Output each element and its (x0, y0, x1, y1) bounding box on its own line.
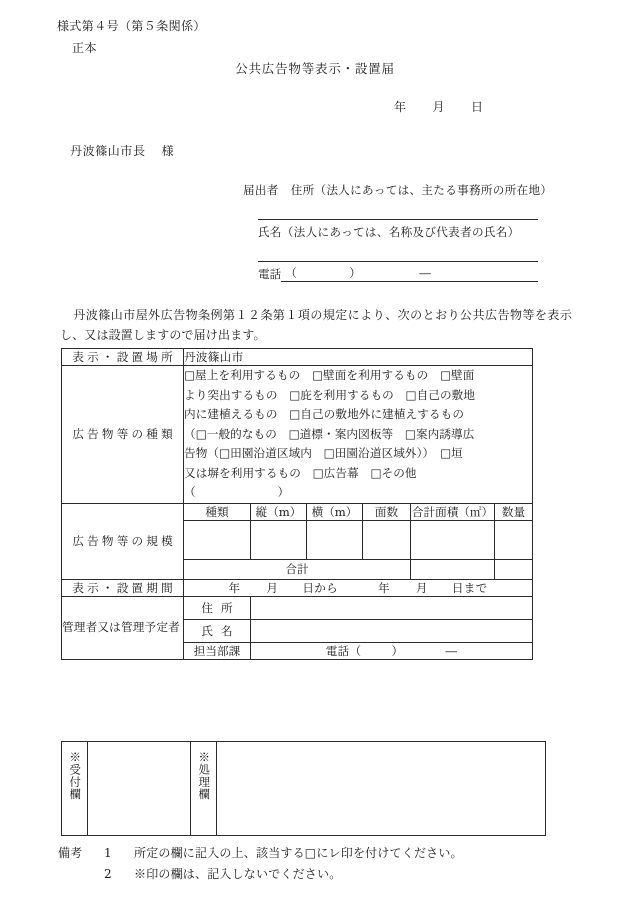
applicant-label: 届出者 (243, 183, 279, 197)
manager-tel-value[interactable] (251, 642, 533, 659)
kind-line: より突出するもの □庇を利用するもの □自己の敷地 (184, 387, 476, 402)
row-label-manager: 管理者又は管理予定者 (62, 596, 184, 659)
period-to-day: 日まで (451, 580, 488, 595)
note-number: 2 (104, 867, 112, 881)
row-label-period: 表示・設置期間 (62, 579, 184, 596)
applicant-block (243, 182, 553, 282)
manager-name-value[interactable] (251, 619, 533, 642)
body-paragraph (60, 305, 572, 345)
note-text: 所定の欄に記入の上、該当する□にレ印を付けてください。 (134, 846, 463, 860)
processing-input-cell[interactable] (217, 742, 546, 836)
date-day: 日 (471, 100, 484, 114)
kind-line: 告物（□田園沿道区域内 □田園沿道区域外）） □垣 (184, 446, 463, 460)
scale-cell-quantity[interactable] (495, 520, 533, 559)
kind-checkbox-list[interactable] (184, 366, 533, 504)
manager-address-label: 住所 (184, 596, 251, 619)
period-to-year: 年 (378, 580, 390, 595)
scale-total-label: 合計 (184, 559, 411, 579)
manager-name-label: 氏名 (184, 619, 251, 642)
processing-label-cell (191, 742, 217, 836)
applicant-name-label: 氏名（法人にあっては、名称及び代表者の氏名） (258, 225, 520, 239)
note-number: 1 (104, 846, 112, 860)
kind-line: 又は塀を利用するもの □広告幕 □その他 (184, 465, 417, 480)
applicant-address-label: 住所（法人にあっては、主たる事務所の所在地） (290, 183, 553, 197)
date-month: 月 (432, 100, 446, 114)
applicant-name-input[interactable] (258, 241, 538, 262)
table-row-place (62, 349, 533, 366)
scale-cell-type[interactable] (184, 520, 251, 559)
scale-header-faces: 面数 (363, 503, 411, 520)
table-row-kind (62, 366, 533, 504)
body-paragraph-text: 丹波篠山市屋外広告物条例第１２条第１項の規定により、次のとおり公共広告物等を表示し、又は設置しますので届け出ます。 (60, 308, 572, 342)
addressee-honorific: 様 (161, 144, 175, 158)
addressee-name: 丹波篠山市長 (70, 144, 146, 158)
tel-paren-close: ） (349, 266, 361, 280)
scale-header-type: 種類 (184, 503, 251, 520)
scale-cell-faces[interactable] (363, 520, 411, 559)
period-value-cell[interactable] (184, 579, 533, 596)
note-text: ※印の欄は、記入しないでください。 (134, 867, 342, 881)
manager-tel-paren-close: ） (391, 643, 404, 658)
date-line (394, 98, 484, 115)
receipt-processing-table (61, 741, 546, 836)
row-label-scale: 広告物等の規模 (62, 503, 184, 579)
scale-cell-height[interactable] (251, 520, 307, 559)
applicant-tel-input[interactable] (281, 264, 538, 282)
main-form-table (61, 348, 533, 660)
kind-line: 内に建植えるもの □自己の敷地外に建植えするもの (184, 407, 465, 421)
applicant-address-input[interactable] (258, 199, 538, 220)
reception-label: ※受付欄 (68, 750, 83, 801)
reception-input-cell[interactable] (88, 742, 191, 836)
scale-total-area-value[interactable] (411, 559, 495, 579)
reception-label-cell (62, 742, 88, 836)
period-from-day: 日から (302, 580, 338, 595)
kind-line: （□一般的なもの □道標・案内図板等 □案内誘導広 (184, 426, 475, 441)
tel-dash: ― (419, 266, 431, 280)
footer-notes (58, 843, 463, 885)
kind-line: （ ） (184, 485, 290, 499)
scale-total-quantity-value[interactable] (495, 559, 533, 579)
scale-header-quantity: 数量 (495, 503, 533, 520)
receipt-row (62, 742, 546, 836)
addressee (70, 142, 174, 159)
scale-cell-width[interactable] (307, 520, 363, 559)
manager-tel-label: 電話 (325, 643, 350, 658)
applicant-tel-label: 電話 (258, 267, 282, 281)
document-title: 公共広告物等表示・設置届 (235, 61, 395, 76)
kind-line: □屋上を利用するもの □壁面を利用するもの □壁面 (184, 368, 475, 382)
note-item (58, 864, 463, 885)
notes-label: 備考 (58, 846, 83, 860)
row-label-place: 表示・設置場所 (62, 349, 184, 366)
table-row-scale-header (62, 503, 533, 520)
period-to-month: 月 (415, 580, 428, 595)
period-from-month: 月 (266, 580, 279, 595)
applicant-address-row (243, 182, 553, 198)
scale-header-total-area: 合計面積（㎡） (411, 504, 494, 519)
note-item (58, 843, 463, 864)
manager-tel-dash: ― (445, 643, 458, 658)
date-year: 年 (394, 100, 407, 114)
form-number: 様式第４号（第５条関係） (57, 19, 206, 33)
manager-tel-paren-open: （ (349, 643, 362, 658)
manager-dept-label: 担当部課 (184, 642, 251, 659)
row-label-kind: 広告物等の種類 (62, 366, 184, 504)
processing-label: ※処理欄 (197, 750, 212, 801)
period-from-year: 年 (228, 580, 241, 595)
table-row-manager-address (62, 596, 533, 619)
scale-header-width: 横（m） (307, 503, 363, 520)
copy-label: 正本 (72, 41, 97, 55)
applicant-name-row (243, 224, 538, 240)
place-value-cell[interactable]: 丹波篠山市 (184, 349, 533, 366)
applicant-tel-row (243, 264, 538, 282)
table-row-period (62, 579, 533, 596)
manager-address-value[interactable] (251, 596, 533, 619)
scale-cell-total-area[interactable] (411, 520, 495, 559)
scale-header-height: 縦（m） (251, 503, 307, 520)
tel-paren-open: （ (285, 266, 297, 280)
